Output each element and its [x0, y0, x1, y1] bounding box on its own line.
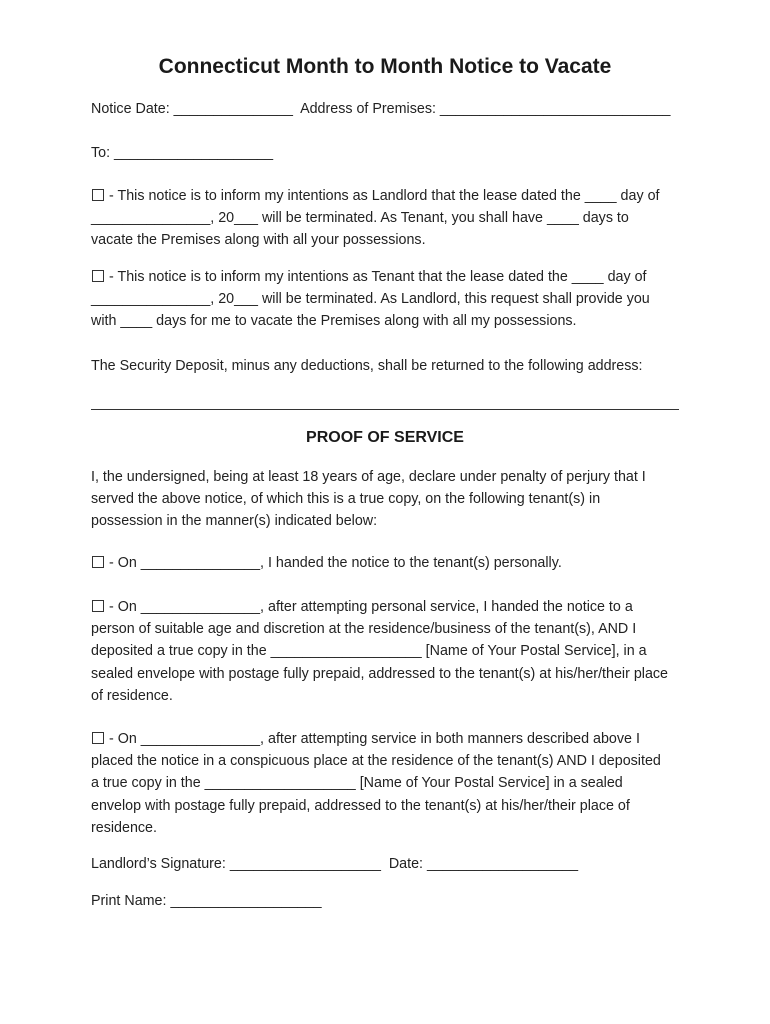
- service-substitute-line-1: - On _______________, after attempting personal service, I handed the notice to a: [109, 599, 633, 615]
- service-posting-line-2: placed the notice in a conspicuous place at the residence of the tenant(s) AND I deposited: [91, 753, 661, 770]
- tenant-option-checkbox[interactable]: [92, 270, 104, 282]
- landlord-option-checkbox[interactable]: [92, 189, 104, 201]
- address-blank-line: [91, 409, 679, 410]
- service-personal-text: - On _______________, I handed the notice to the tenant(s) personally.: [109, 555, 562, 571]
- service-substitute-line-3: deposited a true copy in the ___________________ [Name of Your Postal Service], in a: [91, 643, 647, 660]
- landlord-notice-option: [91, 185, 691, 252]
- service-posting-line-4: envelop with postage fully prepaid, addressed to the tenant(s) at his/her/their place of: [91, 797, 630, 814]
- document-title: Connecticut Month to Month Notice to Vacate: [158, 55, 612, 78]
- tenant-option-line-1: - This notice is to inform my intentions as Tenant that the lease dated the ____ day of: [109, 269, 647, 285]
- service-personal-option: [91, 552, 691, 574]
- security-deposit-text: The Security Deposit, minus any deductions, shall be returned to the following address:: [91, 358, 643, 374]
- service-substitute-line-2: person of suitable age and discretion at the residence/business of the tenant(s), AND I: [91, 621, 637, 638]
- declaration-paragraph: [91, 466, 691, 533]
- proof-of-service-heading: PROOF OF SERVICE: [306, 429, 464, 446]
- print-name-line: Print Name: ___________________: [91, 893, 322, 909]
- service-posting-line-3: a true copy in the ___________________ [Name of Your Postal Service] in a sealed: [91, 775, 623, 792]
- landlord-option-line-2: _______________, 20___ will be terminated. As Tenant, you shall have ____ days to: [91, 210, 629, 227]
- service-substitute-checkbox[interactable]: [92, 600, 104, 612]
- tenant-option-line-3: with ____ days for me to vacate the Premises along with all my possessions.: [91, 313, 577, 330]
- service-personal-checkbox[interactable]: [92, 556, 104, 568]
- tenant-option-line-2: _______________, 20___ will be terminated. As Landlord, this request shall provide you: [91, 291, 650, 308]
- tenant-notice-option: [91, 266, 691, 333]
- service-substitute-line-5: of residence.: [91, 687, 173, 704]
- landlord-option-line-3: vacate the Premises along with all your possessions.: [91, 232, 426, 249]
- declaration-line-2: served the above notice, of which this is a true copy, on the following tenant(s) in: [91, 491, 601, 508]
- notice-date-address-line: Notice Date: _______________ Address of Premises: _____________________________: [91, 101, 671, 117]
- service-posting-checkbox[interactable]: [92, 732, 104, 744]
- service-posting-option: [91, 728, 691, 839]
- service-substitute-line-4: sealed envelope with postage fully prepaid, addressed to the tenant(s) at his/her/their place: [91, 665, 668, 682]
- landlord-signature-line: Landlord’s Signature: ___________________ Date: ___________________: [91, 856, 579, 872]
- landlord-option-line-1: - This notice is to inform my intentions as Landlord that the lease dated the ____ day of: [109, 188, 660, 204]
- declaration-line-3: possession in the manner(s) indicated below:: [91, 513, 378, 530]
- service-substitute-option: [91, 596, 691, 707]
- declaration-line-1: I, the undersigned, being at least 18 years of age, declare under penalty of perjury that I: [91, 469, 646, 485]
- to-line: To: ____________________: [91, 145, 274, 161]
- service-posting-line-1: - On _______________, after attempting service in both manners described above I: [109, 731, 640, 747]
- service-posting-line-5: residence.: [91, 819, 157, 836]
